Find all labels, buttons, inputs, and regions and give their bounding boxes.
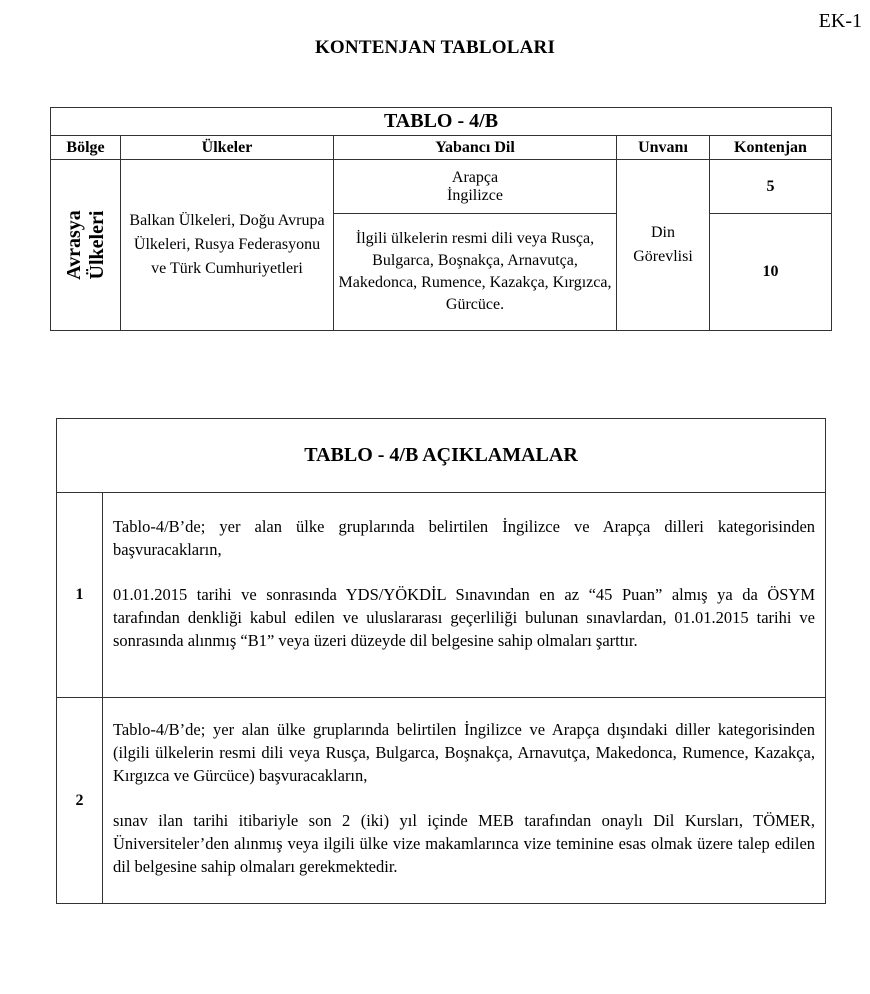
explanation-2-paragraph-2: sınav ilan tarihi itibariyle son 2 (iki) yıl içinde MEB tarafından onaylı Dil Kursları, TÖMER, Üniversiteler’den alınmış veya ilgili ülke vize makamlarınca vize teminine esas olmak üzere talep edilen dil belgesine sahip olmaları gerekmektedir. bbox=[113, 811, 816, 876]
quota-table-header bbox=[51, 136, 832, 160]
explanation-2-paragraph-1: Tablo-4/B’de; yer alan ülke gruplarında belirtilen İngilizce ve Arapça dışındaki diller kategorisinden (ilgili ülkelerin resmi dili veya Rusça, Bulgarca, Boşnakça, Arnavutça, Makedonca, Rumence, Kazakça, Kırgızca ve Gürcüce) başvuracakların, bbox=[113, 720, 816, 785]
quota-cell-2: 10 bbox=[710, 214, 832, 331]
language-english: İngilizce bbox=[447, 186, 503, 204]
title-line-2: Görevlisi bbox=[633, 248, 693, 265]
explanation-1-paragraph-1: Tablo-4/B’de; yer alan ülke gruplarında belirtilen İngilizce ve Arapça dilleri kategorisinden başvuracakların, bbox=[113, 517, 816, 559]
column-header-language: Yabancı Dil bbox=[334, 136, 617, 160]
region-cell bbox=[51, 160, 121, 331]
language-arabic: Arapça bbox=[451, 168, 499, 186]
explanations-table bbox=[56, 418, 826, 904]
column-header-quota: Kontenjan bbox=[710, 136, 832, 160]
title-cell bbox=[617, 160, 710, 331]
explanation-cell-1 bbox=[103, 493, 826, 698]
region-line-1: Avrasya bbox=[62, 210, 85, 280]
language-cell-2: İlgili ülkelerin resmi dili veya Rusça, Bulgarca, Boşnakça, Arnavutça, Makedonca, Rumence, Kazakça, Kırgızca, Gürcüce. bbox=[334, 214, 617, 331]
region-line-2: Ülkeleri bbox=[85, 210, 108, 280]
annex-label: EK-1 bbox=[818, 10, 862, 32]
column-header-title: Unvanı bbox=[617, 136, 710, 160]
column-header-countries: Ülkeler bbox=[121, 136, 334, 160]
title-line-1: Din bbox=[651, 224, 675, 241]
row-number-1: 1 bbox=[57, 493, 103, 698]
quota-table-caption: TABLO - 4/B bbox=[51, 108, 832, 136]
quota-cell-1: 5 bbox=[710, 160, 832, 214]
explanation-1-paragraph-2: 01.01.2015 tarihi ve sonrasında YDS/YÖKDİL Sınavından en az “45 Puan” almış ya da ÖSYM tarafından denkliği kabul edilen ve uluslararası geçerliliği bulunan sınavlardan, 01.01.2015 tarihi ve sonrasında alınmış “B1” veya üzeri düzeyde dil belgesine sahip olmaları şarttır. bbox=[113, 585, 816, 650]
table-row bbox=[57, 493, 826, 698]
countries-cell: Balkan Ülkeleri, Doğu Avrupa Ülkeleri, Rusya Federasyonu ve Türk Cumhuriyetleri bbox=[121, 160, 334, 331]
table-row bbox=[51, 160, 832, 214]
row-number-2: 2 bbox=[57, 698, 103, 904]
page-title: KONTENJAN TABLOLARI bbox=[314, 37, 556, 58]
quota-table bbox=[50, 107, 832, 331]
explanation-cell-2 bbox=[103, 698, 826, 904]
column-header-region: Bölge bbox=[51, 136, 121, 160]
explanations-table-caption: TABLO - 4/B AÇIKLAMALAR bbox=[57, 419, 826, 493]
table-row bbox=[57, 698, 826, 904]
language-cell-1 bbox=[334, 160, 617, 214]
